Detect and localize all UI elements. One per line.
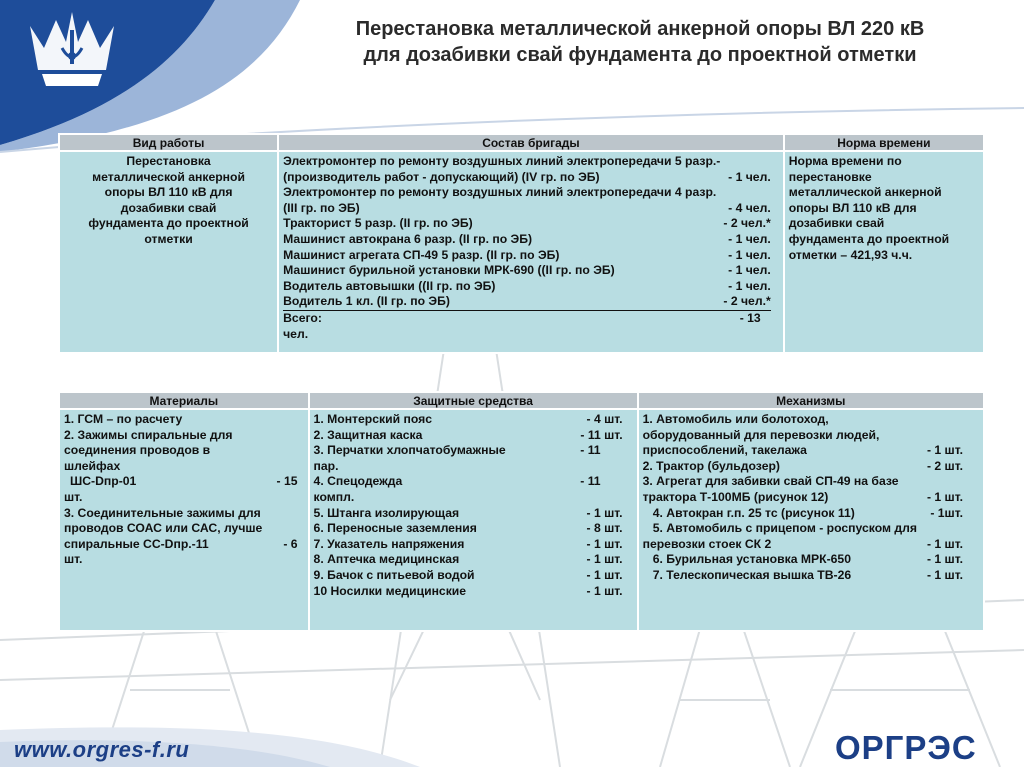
resources-table — [58, 391, 985, 632]
crew-table — [58, 133, 985, 354]
trident-crown-logo — [22, 8, 122, 94]
header-protective: Защитные средства — [309, 392, 638, 409]
header-time-norm: Норма времени — [784, 134, 984, 151]
header-work-type: Вид работы — [59, 134, 278, 151]
page-title — [260, 16, 1020, 68]
title-line-1: Перестановка металлической анкерной опоры ВЛ 220 кВ — [355, 18, 925, 40]
title-line-2: для дозабивки свай фундамента до проектной отметки — [363, 44, 917, 66]
header-crew: Состав бригады — [278, 134, 784, 151]
website-link[interactable]: www.orgres-f.ru — [14, 737, 190, 762]
time-norm-cell: Норма времени по перестановке металлической анкерной опоры ВЛ 110 кВ для дозабивки свай фундамента до проектной отметки – 421,93 ч.ч. — [784, 151, 984, 353]
header-materials: Материалы — [59, 392, 309, 409]
protective-cell: 1. Монтерский пояс - 4 шт. 2. Защитная каска - 11 шт. 3. Перчатки хлопчатобумажные - 11 пар. 4. Спецодежда - 11 компл. 5. Штанга изолирующая - 1 шт. 6. Переносные заземления - 8 шт. 7. Указатель напряжения - 1 шт. 8. Аптечка медицинская - 1 шт. 9. Бачок с питьевой водой - 1 шт. 10 Носилки медицинские - 1 шт. — [309, 409, 638, 631]
orgres-logo-text: ОРГРЭС — [835, 729, 977, 766]
crew-cell: Электромонтер по ремонту воздушных линий электропередачи 5 разр.- (производитель работ - допускающий) (IV гр. по ЭБ) - 1 чел. Электромонтер по ремонту воздушных линий электропередачи 4 разр. (III гр. по ЭБ) - 4 чел. Тракторист 5 разр. (II гр. по ЭБ) - 2 чел.* Машинист автокрана 6 разр. (II гр. по ЭБ) - 1 чел. Машинист агрегата СП-49 5 разр. (II гр. по ЭБ) - 1 чел. Машинист бурильной установки МРК-690 ((II гр. по ЭБ) - 1 чел. Водитель автовышки ((II гр. по ЭБ) - 1 чел. Водитель 1 кл. (II гр. по ЭБ) - 2 чел.* Всего: - 13 чел. — [278, 151, 784, 353]
mechanisms-cell: 1. Автомобиль или болотоход, оборудованный для перевозки людей, приспособлений, такелажа - 1 шт. 2. Трактор (бульдозер) - 2 шт. 3. Агрегат для забивки свай СП-49 на базе трактора Т-100МБ (рисунок 12) - 1 шт. 4. Автокран г.п. 25 тс (рисунок 11) - 1шт. 5. Автомобиль с прицепом - роспуском для перевозки стоек СК 2 - 1 шт. 6. Бурильная установка МРК-650 - 1 шт. 7. Телескопическая вышка ТВ-26 - 1 шт. — [638, 409, 984, 631]
work-type-cell: Перестановка металлической анкерной опоры ВЛ 110 кВ для дозабивки свай фундамента до проектной отметки — [59, 151, 278, 353]
materials-cell: 1. ГСМ – по расчету 2. Зажимы спиральные для соединения проводов в шлейфах ШС-Dпр-01 - 15 шт. 3. Соединительные зажимы для проводов СОАС или САС, лучше спиральные СС-Dпр.-11 - 6 шт. — [59, 409, 309, 631]
header-mechanisms: Механизмы — [638, 392, 984, 409]
